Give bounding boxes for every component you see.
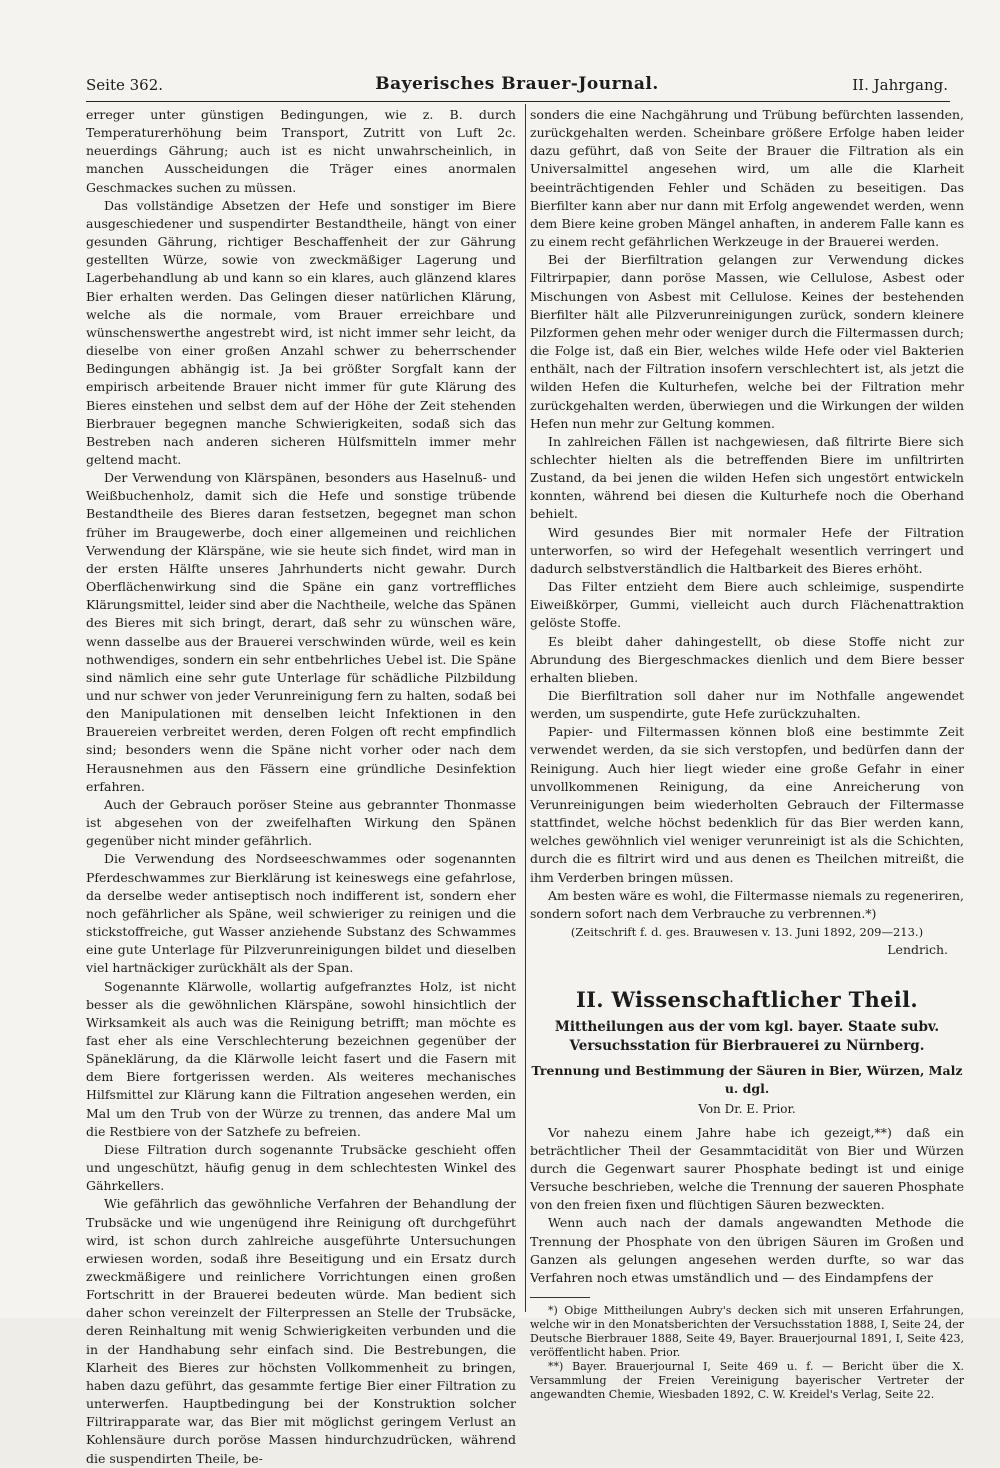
volume-label: II. Jahrgang. — [852, 76, 948, 94]
paragraph: Papier- und Filtermassen können bloß eine bestimmte Zeit verwendet werden, da sie sich verstopfen, und bedürfen dann der Reinigung. Auch hier liegt wieder eine große Gefahr in einer unvollkommenen Reinigung, da eine Anreicherung von Verunreinigungen beim wiederholten Gebrauch der Filtermasse stattfindet, welche höchst bedenklich für das Bier werden kann, welches gewöhnlich viel weniger verunreinigt ist als die Schichten, durch die es filtrirt wird und aus denen es Theilchen mitreißt, die ihm Verderben bringen müssen. — [530, 724, 964, 885]
paragraph: Bei der Bierfiltration gelangen zur Verwendung dickes Filtrirpapier, dann poröse Massen, wie Cellulose, Asbest oder Mischungen von Asbest mit Cellulose. Keines der bestehenden Bierfilter hält alle Pilzverunreinigungen zurück, sondern kleinere Pilzformen gehen mehr oder weniger durch die Filtermassen durch; die Folge ist, daß ein Bier, welches wilde Hefe oder viel Bakterien enthält, nach der Filtration insofern verschlechtert ist, als jetzt die wilden Hefen die Kulturhefen, welche bei der Filtration mehr zurückgehalten werden, überwiegen und die Wirkungen der wilden Hefen nun mehr zur Geltung kommen. — [530, 252, 964, 431]
paragraph: Diese Filtration durch sogenannte Trubsäcke geschieht offen und ungeschützt, häufig genug in dem schlechtesten Winkel des Gährkellers. — [86, 1141, 516, 1194]
paragraph: sonders die eine Nachgährung und Trübung befürchten lassenden, zurückgehalten werden. Scheinbare größere Erfolge haben leider dazu geführt, daß von Seite der Brauer die Filtration als ein Universalmittel angesehen wird, um alle die Klarheit beeinträchtigenden Fehler und Schäden zu beseitigen. Das Bierfilter kann aber nur dann mit Erfolg angewendet werden, wenn dem Biere keine groben Mängel anhaften, in anderem Falle kann es zu einem recht gefährlichen Werkzeuge in der Brauerei werden. — [530, 107, 964, 250]
section-heading: II. Wissenschaftlicher Theil. — [576, 987, 918, 1013]
header-rule — [86, 101, 950, 102]
paragraph: Das Filter entzieht dem Biere auch schleimige, suspendirte Eiweißkörper, Gummi, vielleicht auch durch Flächenattraktion gelöste Stoffe. — [530, 579, 964, 631]
footnote: **) Bayer. Brauerjournal I, Seite 469 u. f. — Bericht über die X. Versammlung der Freien Vereinigung bayerischer Vertreter der angewandten Chemie, Wiesbaden 1892, C. W. Kreidel's Verlag, Seite 22. — [530, 1360, 964, 1402]
paragraph: Auch der Gebrauch poröser Steine aus gebrannter Thonmasse ist abgesehen von der zweifelhaften Wirkung den Spänen gegenüber nicht minder gefährlich. — [86, 796, 516, 849]
paragraph: Vor nahezu einem Jahre habe ich gezeigt,**) daß ein beträchtlicher Theil der Gesammtacidität von Bier und Würzen durch die Gegenwart saurer Phosphate bedingt ist und einige Versuche beschrieben, welche die Trennung der saueren Phosphate von den freien fixen und flüchtigen Säuren bezweckten. — [530, 1124, 964, 1213]
paragraph: Es bleibt daher dahingestellt, ob diese Stoffe nicht zur Abrundung des Biergeschmackes dienlich und dem Biere besser erhalten blieben. — [530, 633, 964, 685]
paragraph: In zahlreichen Fällen ist nachgewiesen, daß filtrirte Biere sich schlechter hielten als die betreffenden Biere im unfiltrirten Zustand, da bei jenen die wilden Hefen sich ungestört entwickeln konnten, während bei diesen die Kulturhefe noch die Oberhand behielt. — [530, 433, 964, 522]
left-column — [86, 106, 516, 1468]
paragraph: Die Bierfiltration soll daher nur im Nothfalle angewendet werden, um suspendirte, gute Hefe zurückzuhalten. — [530, 688, 964, 722]
paragraph: Die Verwendung des Nordseeschwammes oder sogenannten Pferdeschwammes zur Bierklärung ist keineswegs eine gefahrlose, da derselbe weder antiseptisch noch indifferent ist, sondern eher noch gefährlicher als Späne, weil schwieriger zu reinigen und die stickstoffreiche, gut Wasser anziehende Substanz des Schwammes eine gute Unterlage für Pilzverunreinigungen bildet und dieselben viel hartnäckiger zurückhält als der Span. — [86, 851, 516, 976]
journal-title: Bayerisches Brauer-Journal. — [375, 74, 659, 94]
right-column — [530, 106, 964, 1402]
paragraph: erreger unter günstigen Bedingungen, wie z. B. durch Temperaturerhöhung beim Transport, Zutritt von Luft 2c. neuerdings Gährung; auch ist es nicht unwahrscheinlich, in manchen Ausscheidungen die Träger eines anormalen Geschmackes suchen zu müssen. — [86, 107, 516, 195]
paragraph: Wenn auch nach der damals angewandten Methode die Trennung der Phosphate von den übrigen Säuren im Großen und Ganzen als gelungen angesehen werden durfte, so war das Verfahren noch etwas umständlich und — des Eindampfens der — [530, 1215, 964, 1285]
paragraph: Der Verwendung von Klärspänen, besonders aus Haselnuß- und Weißbuchenholz, damit sich die Hefe und sonstige trübende Bestandtheile des Bieres daran festsetzen, begegnet man schon früher im Braugewerbe, doch einer allgemeinen und reichlichen Verwendung der Klärspäne, wie sie heute sich findet, wird man in der ersten Hälfte unseres Jahrhunderts nicht gewahr. Durch Oberflächenwirkung sind die Späne ein ganz vortreffliches Klärungsmittel, leider sind aber die Nachtheile, welche das Spänen des Bieres mit sich bringt, derart, daß sehr zu wünschen wäre, wenn dasselbe aus der Brauerei verschwinden würde, weil es kein nothwendiges, sondern ein sehr entbehrliches Uebel ist. Die Späne sind nämlich eine sehr gute Unterlage für schädliche Pilzbildung und nur schwer von jeder Verunreinigung fern zu halten, sodaß bei den Manipulationen mit denselben leicht Infektionen in den Brauereien verbreitet werden, deren Folgen oft recht empfindlich sind; besonders wenn die Späne nicht vorher oder nach dem Herausnehmen aus den Fässern eine gründliche Desinfektion erfahren. — [86, 470, 516, 794]
paragraph: Sogenannte Klärwolle, wollartig aufgefranztes Holz, ist nicht besser als die gewöhnlichen Klärspäne, sowohl hinsichtlich der Wirksamkeit als auch was die Reinigung betrifft; man möchte es fast eher als eine Verschlechterung bezeichnen gegenüber der Späneklärung, da die Klärwolle leicht fasert und die Fasern mit dem Biere fortgerissen werden. Als weiteres mechanisches Hilfsmittel zur Klärung kann die Filtration angesehen werden, ein Mal um den Trub von der Würze zu trennen, das andere Mal um die Restbiere von der Satzhefe zu befreien. — [86, 978, 516, 1139]
footnote-rule — [530, 1297, 590, 1298]
page-header — [86, 76, 948, 100]
column-divider — [525, 104, 526, 1312]
paragraph: Wird gesundes Bier mit normaler Hefe der Filtration unterworfen, so wird der Hefegehalt wesentlich verringert und dadurch selbstverständlich die Haltbarkeit des Bieres erhöht. — [530, 524, 964, 576]
paragraph: Das vollständige Absetzen der Hefe und sonstiger im Biere ausgeschiedener und suspendirter Bestandtheile, hängt von einer gesunden Gährung, richtiger Beschaffenheit der zur Gährung gestellten Würze, sowie von zweckmäßiger Lagerung und Lagerbehandlung ab und kann so ein klares, auch glänzend klares Bier erhalten werden. Das Gelingen dieser natürlichen Klärung, welche als die normale, vom Brauer erreichbare und wünschenswerthe angestrebt wird, ist nicht immer sehr leicht, da dieselbe von einer großen Anzahl schwer zu beherrschender Bedingungen abhängig ist. Ja bei größter Sorgfalt kann der empirisch arbeitende Brauer nicht immer für gute Klärung des Bieres einstehen und selbst dem auf der Höhe der Zeit stehenden Bierbrauer begegnen manche Schwierigkeiten, sodaß sich das Bestreben nach anderen sicheren Hülfsmitteln immer mehr geltend macht. — [86, 197, 516, 467]
section-subtitle: Mittheilungen aus der vom kgl. bayer. Staate subv. Versuchsstation für Bierbrauerei zu Nürnberg. — [554, 1018, 940, 1054]
article-author: Von Dr. E. Prior. — [698, 1101, 796, 1116]
paragraph: Wie gefährlich das gewöhnliche Verfahren der Behandlung der Trubsäcke und wie ungenügend ihre Reinigung oft durchgeführt wird, ist schon durch zahlreiche ausgeführte Untersuchungen erwiesen worden, sodaß ihre Beseitigung und ein Ersatz durch zweckmäßigere und reinlichere Vorrichtungen einen großen Fortschritt in der Brauerei bedeuten würde. Man bedient sich daher schon vereinzelt der Filterpressen an Stelle der Trubsäcke, deren Reinhaltung mit wenig Schwierigkeiten verbunden und die in der Handhabung sehr einfach sind. Die Bestrebungen, die Klarheit des Bieres zur höchsten Vollkommenheit zu bringen, haben dazu geführt, das gesammte fertige Bier einer Filtration zu unterwerfen. Hauptbedingung bei der Konstruktion solcher Filtrirapparate war, das Bier mit möglichst geringem Verlust an Kohlensäure durch poröse Massen hindurchzudrücken, während die suspendirten Theile, be- — [86, 1196, 516, 1466]
source-citation: (Zeitschrift f. d. ges. Brauwesen v. 13. Juni 1892, 209—213.) — [570, 925, 924, 940]
paragraph: Am besten wäre es wohl, die Filtermasse niemals zu regeneriren, sondern sofort nach dem Verbrauche zu verbrennen.*) — [530, 887, 964, 921]
page-number: Seite 362. — [86, 76, 164, 94]
author-signature: Lendrich. — [887, 942, 948, 958]
footnote: *) Obige Mittheilungen Aubry's decken sich mit unseren Erfahrungen, welche wir in den Monatsberichten der Versuchsstation 1888, I, Seite 24, der Deutsche Bierbrauer 1888, Seite 49, Bayer. Brauerjournal 1891, I, Seite 423, veröffentlicht haben. Prior. — [530, 1304, 964, 1360]
article-title: Trennung und Bestimmung der Säuren in Bier, Würzen, Malz u. dgl. — [531, 1062, 963, 1096]
